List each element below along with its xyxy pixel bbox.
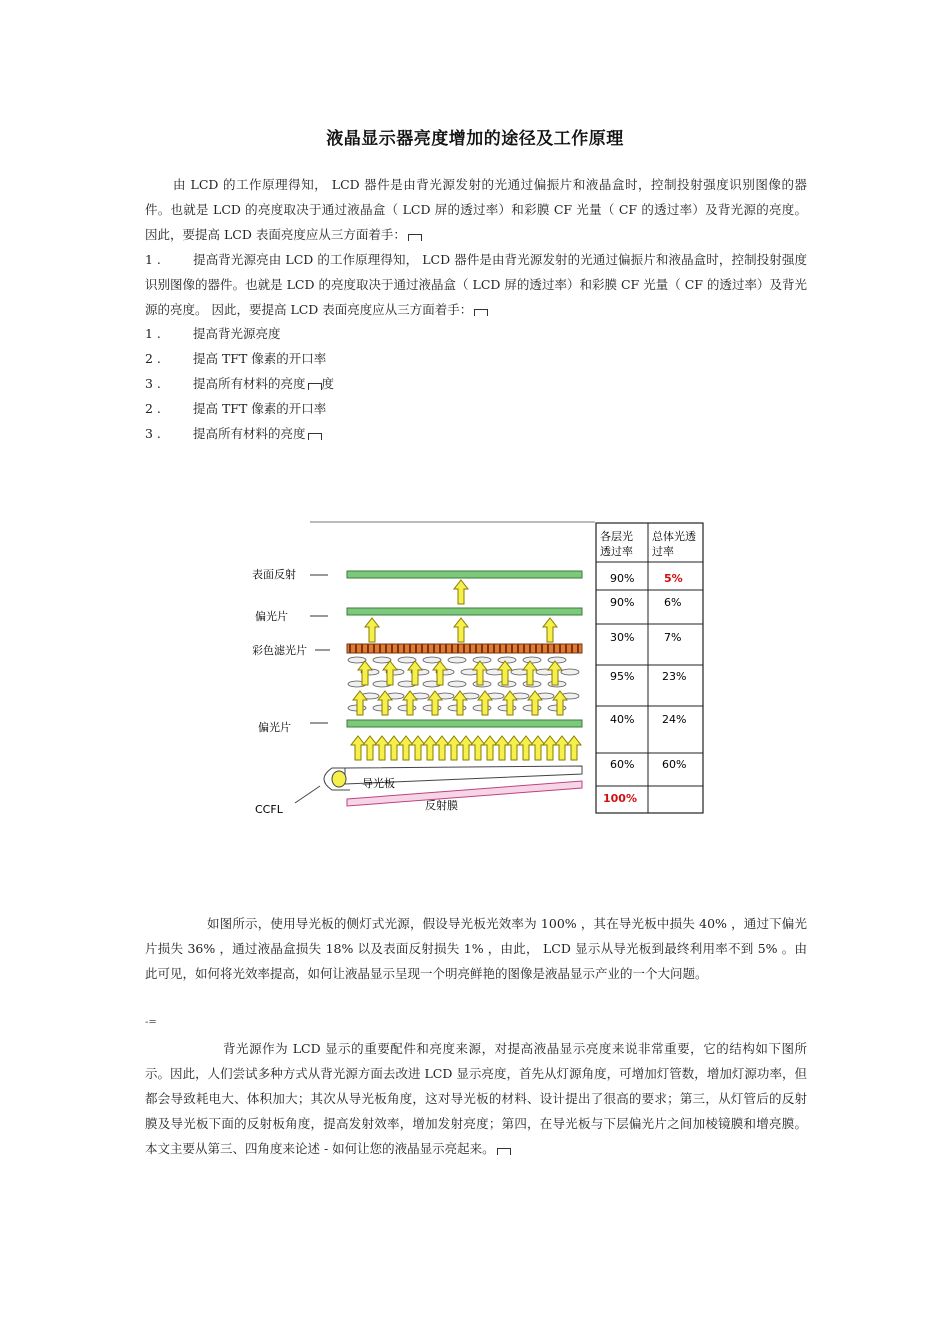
page-title: 液晶显示器亮度增加的途径及工作原理: [326, 129, 624, 149]
table-cell: 90%: [610, 572, 635, 585]
label-polarizer-bottom: 偏光片: [258, 721, 291, 734]
paragraph-mark: [408, 234, 422, 241]
intro-text: 由 LCD 的工作原理得知， LCD 器件是由背光源发射的光通过偏振片和液晶盒时，控制投射强度识别图像的器件。也就是 LCD 的亮度取决于通过液晶盒（ LCD 屏的透过率）和彩膜 CF 光量（ CF 的透过率）及背光源的亮度。 因此，要提高 LCD 表面亮度应从三方面着手：: [145, 177, 807, 242]
intro-paragraph: [145, 172, 807, 247]
list-number: 1 .: [145, 326, 161, 341]
list-item-text: 提高 TFT 像素的开口率: [193, 401, 327, 416]
lcd-layer-diagram: [250, 518, 710, 818]
table-cell: 60%: [662, 758, 687, 771]
list-item-1-paragraph: [145, 247, 807, 322]
label-ccfl: CCFL: [255, 803, 283, 816]
list-item: [145, 321, 281, 346]
backlight-text: 背光源作为 LCD 显示的重要配件和亮度来源，对提高液晶显示亮度来说非常重要，它的结构如下图所示。因此，人们尝试多种方式从背光源方面去改进 LCD 显示亮度，首先从灯源角度，可增加灯管数，增加灯源功率，但都会导致耗电大、体积加大；其次从导光板角度，这对导光板的材料、设计提出了很高的要求；第三，从灯管后的反射膜及导光板下面的反射板角度，提高发射效率，增加发射亮度；第四，在导光板与下层偏光片之间加棱镜膜和增亮膜。本文主要从第三、四角度来论述 - 如何让您的液晶显示亮起来。: [145, 1041, 807, 1156]
equation-mark: -=: [145, 1017, 157, 1028]
label-polarizer-top: 偏光片: [255, 610, 288, 623]
list-item-text: 提高背光源亮由 LCD 的工作原理得知， LCD 器件是由背光源发射的光通过偏振片和液晶盒时，控制投射强度识别图像的器件。也就是 LCD 的亮度取决于通过液晶盒（ LCD 屏的透过率）和彩膜 CF 光量（ CF 的透过率）及背光源的亮度。 因此，要提高 LCD 表面亮度应从三方面着手：: [145, 252, 807, 317]
list-number: 3 .: [145, 426, 161, 441]
label-surface-reflection: 表面反射: [252, 568, 296, 581]
label-color-filter: 彩色滤光片: [252, 644, 307, 657]
table-cell-highlight: 100%: [603, 792, 637, 805]
list-item-tail: 度: [321, 376, 335, 391]
backlight-paragraph: [145, 1036, 807, 1161]
paragraph-mark: [308, 433, 322, 440]
list-item: [145, 421, 322, 446]
table-cell: 60%: [610, 758, 635, 771]
paragraph-mark: [308, 383, 322, 390]
table-cell: 30%: [610, 631, 635, 644]
list-item-text: 提高 TFT 像素的开口率: [193, 351, 327, 366]
table-cell: 24%: [662, 713, 687, 726]
table-header-total: 总体光透过率: [652, 530, 696, 558]
list-item-text: 提高所有材料的亮度: [193, 426, 306, 441]
paragraph-mark: [497, 1148, 511, 1155]
polarizer-film-top: [347, 608, 582, 615]
list-item: [145, 371, 334, 396]
ccfl-lamp: [332, 771, 346, 787]
list-number: 3 .: [145, 376, 161, 391]
paragraph-mark: [474, 309, 488, 316]
list-item-text: 提高背光源亮度: [193, 326, 281, 341]
polarizer-film-bottom: [347, 720, 582, 727]
surface-film: [347, 571, 582, 578]
list-number: 2 .: [145, 401, 161, 416]
list-item: [145, 346, 326, 371]
label-light-guide: 导光板: [362, 777, 395, 790]
list-number: 2 .: [145, 351, 161, 366]
table-cell: 7%: [664, 631, 682, 644]
table-cell-highlight: 5%: [664, 572, 683, 585]
list-item: [145, 396, 326, 421]
figure-explanation-paragraph: 如图所示，使用导光板的侧灯式光源，假设导光板光效率为 100% ，其在导光板中损失 40% ，通过下偏光片损失 36% ，通过液晶盒损失 18% 以及表面反射损失 1% ，由此， LCD 显示从导光板到最终利用率不到 5% 。由此可见，如何将光效率提高，如何让液晶显示呈现一个明亮鲜艳的图像是液晶显示产业的一个大问题。: [145, 916, 807, 981]
list-item-text: 提高所有材料的亮度: [193, 376, 306, 391]
table-cell: 40%: [610, 713, 635, 726]
color-filter-layer: [347, 644, 582, 653]
label-reflector: 反射膜: [425, 799, 458, 812]
table-cell: 6%: [664, 596, 682, 609]
table-header-layer: 各层光透过率: [600, 530, 633, 558]
table-cell: 95%: [610, 670, 635, 683]
transmission-table: [596, 523, 703, 813]
table-cell: 23%: [662, 670, 687, 683]
table-cell: 90%: [610, 596, 635, 609]
list-number: 1 .: [145, 252, 161, 267]
